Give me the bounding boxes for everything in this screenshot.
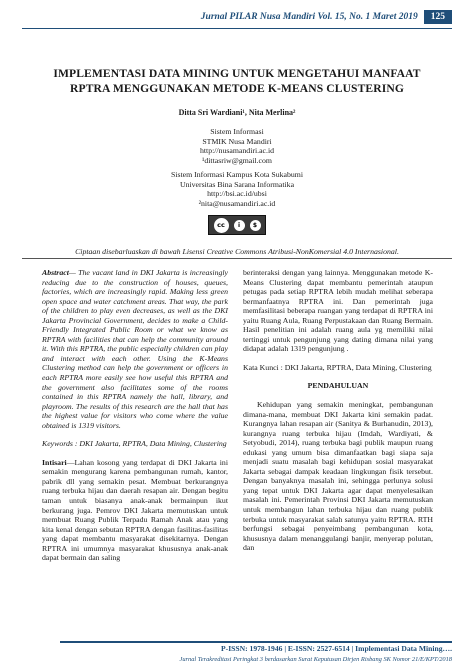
affiliation-2-institution: Universitas Bina Sarana Informatika — [179, 179, 295, 189]
paper-title — [40, 66, 434, 96]
affiliation-1-email[interactable]: ¹dittasriw@gmail.com — [202, 155, 272, 165]
affiliation-2-email[interactable]: ²nita@nusamandiri.ac.id — [198, 198, 276, 208]
title-line-2: RPTRA MENGGUNAKAN METODE K-MEANS CLUSTERING — [70, 82, 404, 95]
affiliation-1-institution: STMIK Nusa Mandiri — [202, 136, 272, 146]
license-statement: Ciptaan disebarluaskan di bawah Lisensi Creative Commons Atribusi-NonKomersial 4.0 Internasional. — [75, 247, 399, 256]
section-heading: PENDAHULUAN — [307, 381, 369, 391]
intisari-continued: berinteraksi dengan yang lainnya. Menggunakan metode K-Means Clustering dapat membantu pemerintah ataupun petugas pada setiap RPTRA lebih mudah melihat seberapa bermanfaatnya RPTRA ini. Dan pemerintah juga memfasilitasi beberapa ruangan yang terdapat di RPTRA ini yaitu Ruang Aula, Ruang Perpustakaan dan Ruang Bermain. Hasil penelitian ini adalah ruang aula yg memiliki nilai tertinggi untuk pengunjung yang dating dimana nilai yang didapat adalah 1319 pengunjung . — [243, 268, 433, 354]
right-column — [243, 268, 433, 562]
license-rule — [22, 258, 452, 259]
running-header — [201, 10, 452, 24]
intisari-text: —Lahan kosong yang terdapat di DKI Jakarta ini semakin mengurang karena pembangunan rumah, kantor, pabrik dll yang semakin pesat. Membuat berkurangnya ruang terbuka hijau dan daerah resapan air. Dengan begitu taman untuk biasanya anak-anak bermainpun ikut berkurang juga. Pemrov DKI Jakarta memutuskan untuk membuat Ruang Publik Terpadu Ramah Anak atau yang kita kenal dengan sebutan RPTRA dengan fasilitas-fasilitas yang dapat membantu masyarakat disekitarnya. Dengan RPTRA ini umumnya masyarakat khususnya anak-anak dapat bermain dan saling — [42, 457, 228, 563]
affiliation-1-url[interactable]: http://nusamandiri.ac.id — [199, 146, 275, 156]
footer-accreditation: Jurnal Terakreditasi Peringkat 3 berdasarkan Surat Keputusan Dirjen Risbang SK Nomor 21/E/KPT/2018 — [179, 656, 452, 663]
affiliation-1 — [0, 127, 474, 165]
introduction-paragraph: Kehidupan yang semakin meningkat, pembangunan dimana-mana, membuat DKI Jakarta kini semakin padat. Kurangnya lahan resapan air (Sanitya & Burhanudin, 2013), kurangnya ruang terbuka hijau (Imdah, Wardiyati, & Setyobudi, 2014), ruang terbuka bagi publik maupun ruang edukasi yang umum bisa dimanfaatkan bagi siapa saja menjadi suatu masalah bagi kehidupan sosial masyarakat Jakarta sebagai dampak keadaan lingkungan fisik tersebut. Dengan banyaknya masalah ini, sehingga perlunya solusi yang tepat untuk DKI Jakarta agar dapat menyelesaikan masalah ini. Pemerintah Provinsi DKI Jakarta memutuskan untuk membangun lahan terbuka hijau dan ruang publik terbuka untuk masyarakat salah satunya yaitu RPTRA. RTH berfungsi sebagai penyeimbang pembangunan kota, khususnya dalam menanggulangi banjir, menyerap polutan, dan — [243, 400, 433, 553]
intisari-label: Intisari — [42, 457, 67, 467]
keywords-text: : DKI Jakarta, RPTRA, Data Mining, Clustering — [72, 439, 227, 449]
cc-logo-icon: cc — [214, 218, 229, 233]
page-number: 125 — [424, 10, 452, 24]
keywords-paragraph — [42, 439, 228, 449]
journal-name: Jurnal PILAR Nusa Mandiri Vol. 15, No. 1 Maret 2019 — [200, 12, 418, 22]
left-column — [42, 268, 228, 572]
title-line-1: IMPLEMENTASI DATA MINING UNTUK MENGETAHUI MANFAAT — [53, 67, 421, 80]
abstract-label: Abstract — [42, 268, 69, 277]
keywords-label: Keywords — [42, 439, 73, 449]
intisari-paragraph — [42, 458, 228, 563]
noncommercial-icon: $ — [250, 220, 261, 231]
abstract-paragraph — [42, 268, 228, 430]
affiliation-2-url[interactable]: http://bsi.ac.id/ubsi — [207, 189, 267, 199]
footer-issn: P-ISSN: 1978-1946 | E-ISSN: 2527-6514 | Implementasi Data Mining…. — [221, 644, 452, 653]
kata-kunci: Kata Kunci : DKI Jakarta, RPTRA, Data Mining, Clustering — [243, 362, 432, 372]
affiliation-1-dept: Sistem Informasi — [210, 127, 264, 136]
author-list: Ditta Sri Wardiani¹, Nita Merlina² — [178, 108, 296, 117]
footer-rule — [60, 641, 452, 643]
header-rule — [22, 28, 452, 29]
affiliation-2 — [0, 170, 474, 208]
abstract-text: — The vacant land in DKI Jakarta is increasingly reducing due to the construction of houses, queues, factories, which are increasingly rapid. Making less green open space and water catchment areas. That way, the park of the children to play even decreases, as well as the DKI Jakarta Provincial Government, decides to make a Child-Friendly Integrated Public Room or what we know as RPTRA with facilities that can help the community around it. With this RPTRA, the public especially children can play and interact with each other. Using the K-Means Clustering method can help the government or officers in each RPTRA more easily see how useful this RPTRA and the government also facilitates some of the rooms contained in this RPTRA namely the hall, library, and playroom. The results of this research are the hall that has the highest value for visitors who come where the value obtained is 1319 visitors. — [42, 268, 228, 430]
affiliation-2-dept: Sistem Informasi Kampus Kota Sukabumi — [170, 170, 304, 179]
attribution-icon: i — [234, 220, 245, 231]
cc-license-badge[interactable] — [208, 215, 266, 235]
